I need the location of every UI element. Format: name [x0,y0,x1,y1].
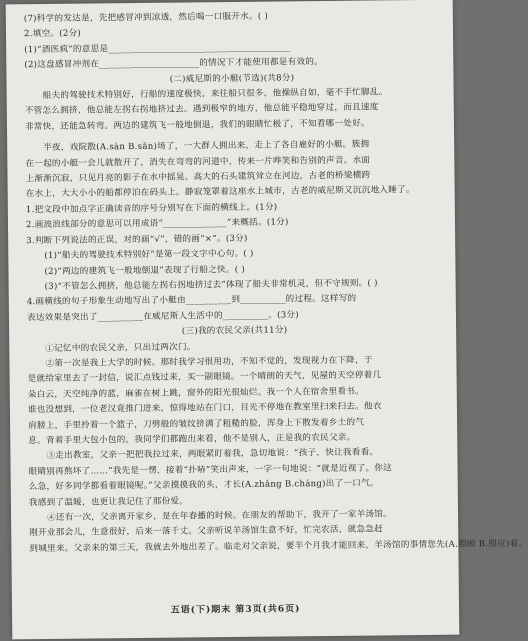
text-line: 半夜，戏院散(A.sàn B.sǎn)场了，一大群人拥出来，走上了各自雇好的小艇。簇拥 [43,139,370,154]
text-line: 朵白云，天空纯净的蓝，麻雀在树上跳，窗外的阳光很灿烂。我一个人在宿舍里看书。 [27,386,364,400]
question-line: 3.判断下列说法的正误，对的画“√”，错的画“×”。(3分) [26,233,248,246]
exam-page [6,0,528,639]
question-line: 4.画横线的句子形象生动地写出了小艇由__________到__________的过程。这样写的 [26,294,357,308]
text-line: (7)科学的发达是，先把感冒冲到凉透，然后喝一口服开水。( ) [23,11,269,25]
text-line: ②第一次是我上大学的时候。那时我学习很用功，不知不觉的，发现视力在下降，于 [45,355,373,369]
text-line: 在水上，大大小小的船都停泊在码头上。静寂笼罩着这座水上城市，古老的威尼斯又沉沉地入睡了。 [25,185,415,200]
question-line: (2)“两边的建筑飞一般地倒退”表现了行船之快。( ) [44,264,245,277]
text-line: 息。背着手里大包小包的，我同学们都跑出来看，他不是别人，正是我的农民父亲。 [28,432,356,447]
text-line: 么急，好多同学都看着眼镜呢。”父亲摸摸我的头，才长(A.zhǎng B.cháng)出了一口气。 [28,478,379,493]
question-line: (1)“船夫的驾驶技术特别好”是第一段文字中心句。( ) [44,248,254,262]
text-line: (1)“酒医疯”的意思是________________________________________ [24,42,291,55]
question-line: 表达效果是突出了__________在威尼斯人生活中的__________。(3分) [26,310,299,323]
text-line: 眼睛别再熬坏了……”我先是一愣，接着“扑哧”笑出声来，一字一句地说：“就是近视了。你这 [28,463,393,477]
text-line: 上渐渐沉寂，只见月亮的影子在水中摇晃。高大的石头建筑耸立在河边，古老的桥梁横跨 [25,170,371,185]
text-line: 刚开业那会儿，生意很好，后来一落千丈。父亲听说羊汤馆生意不好，忙完农活，就急急赶 [29,524,384,539]
page-content [23,8,528,558]
question-line: (3)“不管怎么拥挤，他总能左拐右拐地挤过去”体现了船夫非常机灵，但不守规则。( ) [44,278,378,292]
question-line: 2.画波浪线部分的意思可以用成语“______________”来概括。(1分) [25,217,289,231]
question-line: 1.把文段中加点字正确读音的序号分别写在下面的横线上。(1分) [25,202,278,216]
text-line: 谁也没想到，一位老汉竟推门进来，惊得地站在门口，目光不停地在教室里扫来扫去。他衣 [27,401,382,416]
text-line: 肩膀上，手里拎着一个篮子，刀劈般的皱纹挤满了粗糙的脸，浑身上下散发着乡土的气 [28,417,365,431]
page-footer: 五语(下)期末 第3页(共6页) [170,604,301,616]
text-line: ④还有一次，父亲离开家乡，是在年春播的时候。在朋友的帮助下，我开了一家羊汤馆。 [47,509,393,523]
text-line: 是就给家里去了一封信，说汇点钱过来，买一副眼镜。一个晴朗的天气，见屋的天空停着几 [27,370,382,385]
text-line: (2)这盘感冒冲剂在______________________的情况下才能使用都是有效的。 [24,57,324,71]
text-line: 2.填空。(2分) [23,28,82,40]
text-line: ①记忆中的农民父亲，只出过两次门。 [45,341,196,354]
text-line: 在一起的小艇一会儿就散开了，消失在弯弯的河道中，传来一片哗笑和告别的声音。水面 [25,155,371,169]
text-line: 我感到了温暖，也更让我记住了那份爱。 [28,496,189,508]
text-line: ③走出教室，父亲一把把我拉过来，两眼紧盯着我，急切地说：“孩子，快让我看看。 [46,447,379,462]
section-title: (三)我的农民父亲(共11分) [181,325,288,337]
text-line: 不管怎么拥挤，他总能左拐右拐地挤过去。遇到极窄的地方，他总能平稳地穿过，而且速度 [24,102,379,117]
section-title: (二)威尼斯的小艇(节选)(共8分) [169,72,295,85]
text-line: 非常快，还能急转弯。两边的建筑飞一般地倒退，我们的眼睛忙极了，不知看哪一处好。 [24,118,370,133]
text-line: 船夫的驾驶技术特别好，行船的速度极快，来往船只很多，他操纵自如，毫不手忙脚乱。 [42,87,388,102]
text-line: 到城里来。父亲来的第三天，我就去外地出差了。临走对父亲说，要半个月我才能回来，羊汤馆的事情您先(A.照顾 B.照应)着。 [29,538,528,554]
